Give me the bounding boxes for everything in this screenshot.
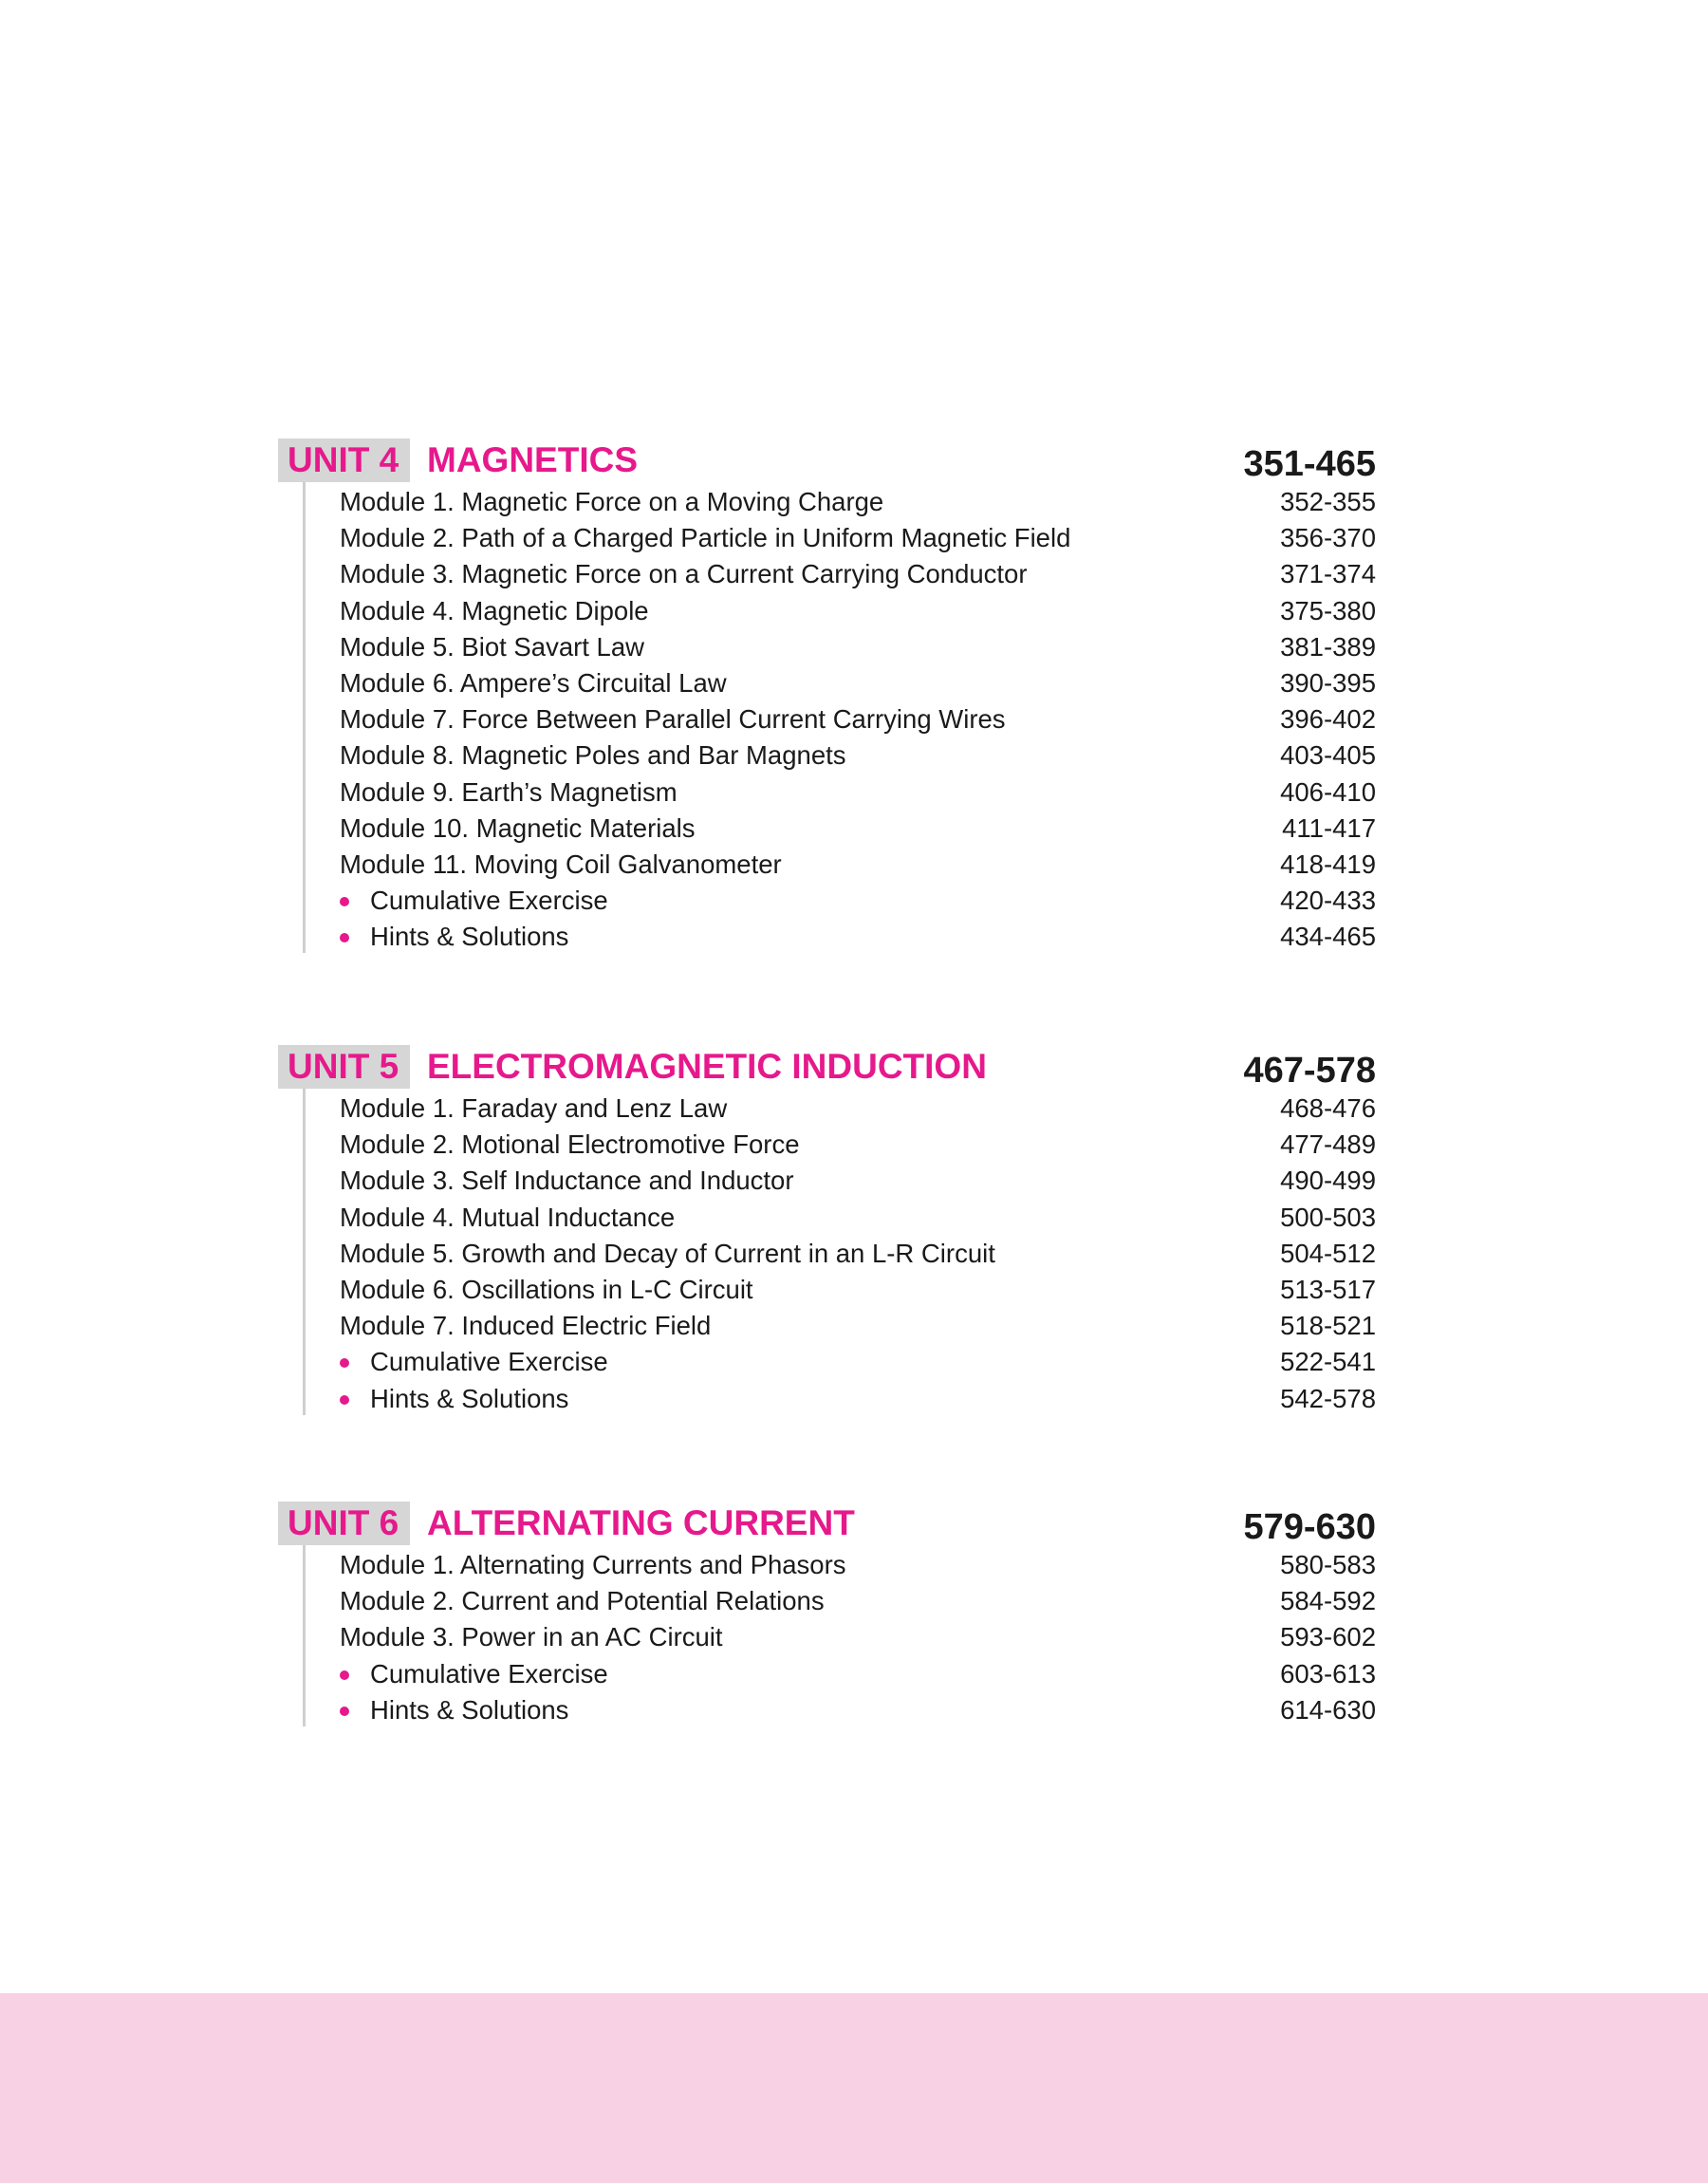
- bullet-icon: [340, 1358, 349, 1368]
- entry-pages: 500-503: [1280, 1202, 1376, 1232]
- toc-entry[interactable]: [278, 1583, 1376, 1619]
- entry-pages: 403-405: [1280, 740, 1376, 771]
- toc-entry[interactable]: [278, 1200, 1376, 1236]
- entry-label: Hints & Solutions: [370, 922, 569, 952]
- entry-label: Module 2. Motional Electromotive Force: [340, 1129, 800, 1160]
- entry-pages: 513-517: [1280, 1274, 1376, 1304]
- entry-pages: 406-410: [1280, 776, 1376, 807]
- toc-entry[interactable]: [278, 847, 1376, 883]
- entry-pages: 504-512: [1280, 1238, 1376, 1268]
- entry-pages: 603-613: [1280, 1658, 1376, 1689]
- toc-entry[interactable]: [278, 520, 1376, 556]
- bullet-icon: [340, 1670, 349, 1680]
- entry-label: Module 2. Current and Potential Relations: [340, 1586, 825, 1616]
- toc-entry[interactable]: [278, 1619, 1376, 1655]
- toc-entry[interactable]: [278, 629, 1376, 665]
- entry-label: Module 6. Ampere’s Circuital Law: [340, 667, 727, 698]
- entry-label: Module 3. Self Inductance and Inductor: [340, 1166, 794, 1196]
- toc-extra-entry[interactable]: [278, 1381, 1376, 1417]
- unit-tag: UNIT 5: [278, 1045, 410, 1089]
- unit-4-section: [278, 438, 1376, 955]
- entry-label: Hints & Solutions: [370, 1383, 569, 1413]
- module-list: [278, 1089, 1376, 1417]
- entry-pages: 390-395: [1280, 667, 1376, 698]
- toc-entry[interactable]: [278, 1547, 1376, 1583]
- entry-pages: 375-380: [1280, 595, 1376, 625]
- unit-header: [278, 438, 1376, 482]
- entry-pages: 584-592: [1280, 1586, 1376, 1616]
- footer-band: [0, 1993, 1708, 2183]
- unit-page-range: 467-578: [1243, 1051, 1376, 1091]
- entry-pages: 477-489: [1280, 1129, 1376, 1160]
- toc-entry[interactable]: [278, 1308, 1376, 1344]
- entry-label: Cumulative Exercise: [370, 1347, 608, 1377]
- entry-label: Cumulative Exercise: [370, 886, 608, 916]
- entry-pages: 468-476: [1280, 1093, 1376, 1123]
- bullet-icon: [340, 933, 349, 942]
- entry-pages: 352-355: [1280, 487, 1376, 516]
- entry-label: Module 3. Power in an AC Circuit: [340, 1622, 723, 1652]
- unit-header: [278, 1502, 1376, 1545]
- unit-title[interactable]: MAGNETICS: [427, 440, 638, 479]
- bullet-icon: [340, 1707, 349, 1716]
- entry-pages: 356-370: [1280, 523, 1376, 553]
- entry-pages: 580-583: [1280, 1550, 1376, 1579]
- bullet-icon: [340, 897, 349, 906]
- unit-page-range: 351-465: [1243, 444, 1376, 484]
- entry-label: Module 5. Growth and Decay of Current in an L-R Circuit: [340, 1238, 995, 1268]
- unit-tag: UNIT 6: [278, 1502, 410, 1545]
- unit-header: [278, 1045, 1376, 1089]
- toc-entry[interactable]: [278, 556, 1376, 592]
- toc-entry[interactable]: [278, 665, 1376, 701]
- entry-label: Hints & Solutions: [370, 1694, 569, 1725]
- entry-label: Module 7. Force Between Parallel Current Carrying Wires: [340, 704, 1006, 735]
- entry-label: Module 2. Path of a Charged Particle in Uniform Magnetic Field: [340, 523, 1071, 553]
- entry-label: Module 4. Mutual Inductance: [340, 1202, 676, 1232]
- toc-entry[interactable]: [278, 774, 1376, 811]
- entry-label: Module 10. Magnetic Materials: [340, 812, 696, 843]
- entry-label: Cumulative Exercise: [370, 1658, 608, 1689]
- entry-pages: 381-389: [1280, 631, 1376, 662]
- entry-pages: 542-578: [1280, 1383, 1376, 1413]
- entry-pages: 420-433: [1280, 886, 1376, 916]
- entry-label: Module 1. Alternating Currents and Phasors: [340, 1550, 846, 1579]
- entry-label: Module 4. Magnetic Dipole: [340, 595, 649, 625]
- toc-extra-entry[interactable]: [278, 1344, 1376, 1380]
- entry-label: Module 7. Induced Electric Field: [340, 1311, 712, 1341]
- toc-extra-entry[interactable]: [278, 1656, 1376, 1692]
- entry-label: Module 6. Oscillations in L-C Circuit: [340, 1274, 753, 1304]
- entry-pages: 396-402: [1280, 704, 1376, 735]
- entry-pages: 371-374: [1280, 559, 1376, 589]
- entry-pages: 518-521: [1280, 1311, 1376, 1341]
- toc-extra-entry[interactable]: [278, 883, 1376, 919]
- toc-entry[interactable]: [278, 1127, 1376, 1163]
- entry-label: Module 5. Biot Savart Law: [340, 631, 645, 662]
- toc-entry[interactable]: [278, 737, 1376, 774]
- unit-5-section: [278, 1045, 1376, 1417]
- entry-label: Module 11. Moving Coil Galvanometer: [340, 849, 782, 879]
- unit-title[interactable]: ALTERNATING CURRENT: [427, 1503, 855, 1542]
- toc-entry[interactable]: [278, 811, 1376, 847]
- unit-6-section: [278, 1502, 1376, 1728]
- entry-label: Module 3. Magnetic Force on a Current Carrying Conductor: [340, 559, 1028, 589]
- entry-pages: 411-417: [1282, 812, 1376, 843]
- unit-title[interactable]: ELECTROMAGNETIC INDUCTION: [427, 1047, 987, 1086]
- unit-tag: UNIT 4: [278, 438, 410, 482]
- toc-entry[interactable]: [278, 1091, 1376, 1127]
- toc-extra-entry[interactable]: [278, 919, 1376, 955]
- entry-pages: 418-419: [1280, 849, 1376, 879]
- unit-page-range: 579-630: [1243, 1507, 1376, 1547]
- toc-entry[interactable]: [278, 701, 1376, 737]
- toc-entry[interactable]: [278, 484, 1376, 520]
- bullet-icon: [340, 1395, 349, 1405]
- entry-pages: 434-465: [1280, 922, 1376, 952]
- entry-label: Module 1. Faraday and Lenz Law: [340, 1093, 728, 1123]
- module-list: [278, 1545, 1376, 1728]
- toc-entry[interactable]: [278, 593, 1376, 629]
- toc-extra-entry[interactable]: [278, 1692, 1376, 1728]
- entry-pages: 490-499: [1280, 1166, 1376, 1196]
- entry-label: Module 9. Earth’s Magnetism: [340, 776, 678, 807]
- entry-label: Module 8. Magnetic Poles and Bar Magnets: [340, 740, 846, 771]
- entry-pages: 522-541: [1280, 1347, 1376, 1377]
- entry-pages: 593-602: [1280, 1622, 1376, 1652]
- entry-label: Module 1. Magnetic Force on a Moving Charge: [340, 487, 884, 516]
- toc-entry[interactable]: [278, 1272, 1376, 1308]
- toc-entry[interactable]: [278, 1163, 1376, 1199]
- entry-pages: 614-630: [1280, 1694, 1376, 1725]
- module-list: [278, 482, 1376, 955]
- toc-entry[interactable]: [278, 1236, 1376, 1272]
